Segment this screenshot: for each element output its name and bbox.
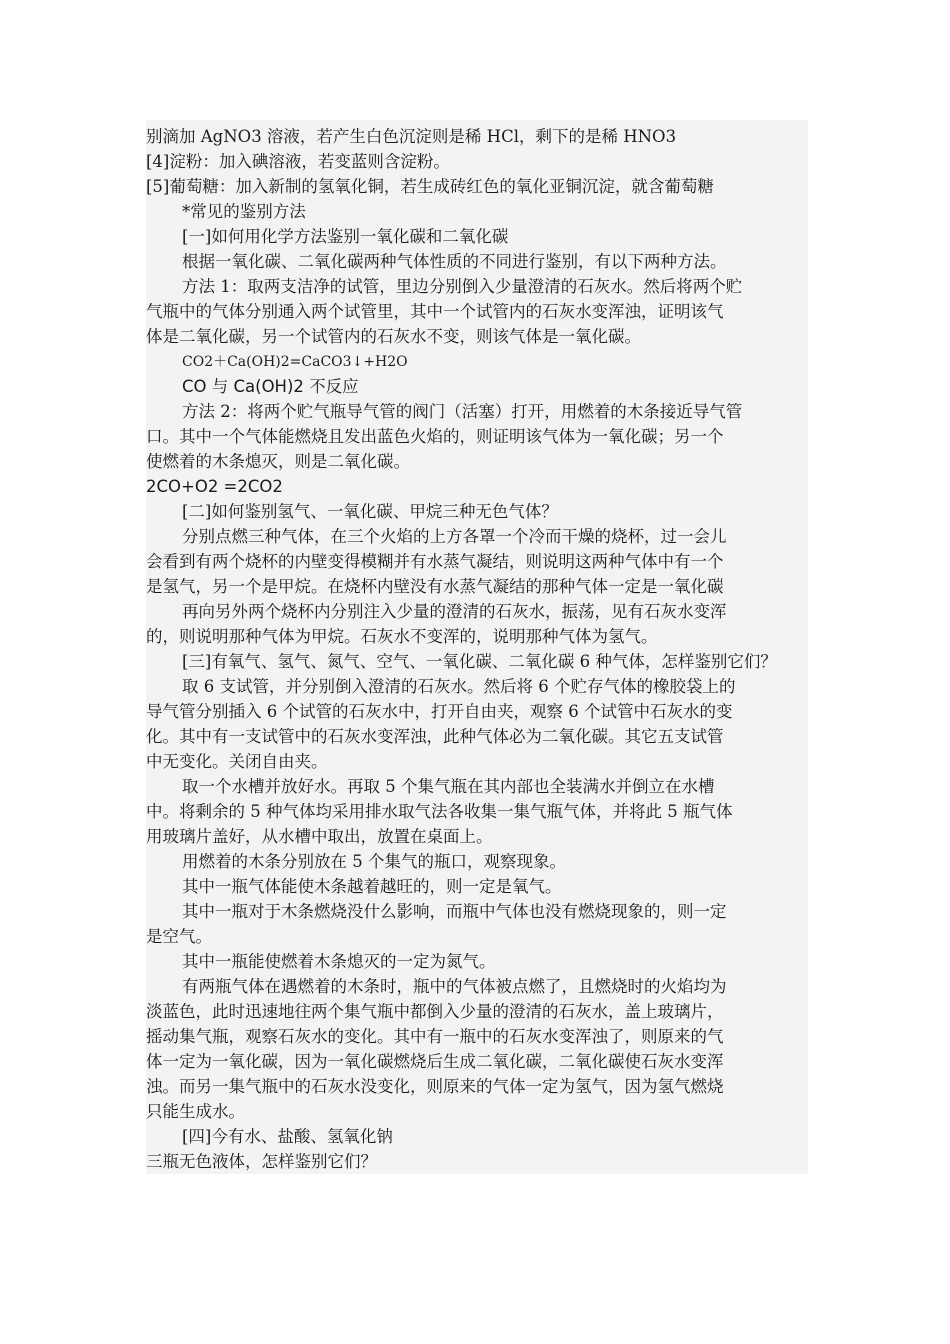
equation-line: CO2＋Ca(OH)2=CaCO3↓+H2O <box>182 354 408 370</box>
text-line: 方法 1：取两支洁净的试管，里边分别倒入少量澄清的石灰水。然后将两个贮 <box>182 277 743 296</box>
text-line: 中。将剩余的 5 种气体均采用排水取气法各收集一集气瓶气体，并将此 5 瓶气体 <box>146 802 733 821</box>
text-line: 用燃着的木条分别放在 5 个集气的瓶口，观察现象。 <box>182 852 566 871</box>
text-line: 有两瓶气体在遇燃着的木条时，瓶中的气体被点燃了，且燃烧时的火焰均为 <box>182 977 727 996</box>
text-line: 用玻璃片盖好，从水槽中取出，放置在桌面上。 <box>146 827 493 846</box>
text-line: 其中一瓶对于木条燃烧没什么影响，而瓶中气体也没有燃烧现象的，则一定 <box>182 902 727 921</box>
text-line: 其中一瓶气体能使木条越着越旺的，则一定是氧气。 <box>182 877 562 896</box>
text-line: [5]葡萄糖：加入新制的氢氧化铜，若生成砖红色的氧化亚铜沉淀，就含葡萄糖 <box>146 177 714 196</box>
question-heading: [二]如何鉴别氢气、一氧化碳、甲烷三种无色气体？ <box>182 502 558 521</box>
equation-line: 2CO+O2 =2CO2 <box>146 477 283 496</box>
text-line: 导气管分别插入 6 个试管的石灰水中，打开自由夹，观察 6 个试管中石灰水的变 <box>146 702 733 721</box>
text-line: 化。其中有一支试管中的石灰水变浑浊，此种气体必为二氧化碳。其它五支试管 <box>146 727 724 746</box>
question-heading: [三]有氧气、氢气、氮气、空气、一氧化碳、二氧化碳 6 种气体，怎样鉴别它们？ <box>182 652 777 671</box>
text-line: 的，则说明那种气体为甲烷。石灰水不变浑的，说明那种气体为氢气。 <box>146 627 658 646</box>
equation-line: CO 与 Ca(OH)2 不反应 <box>182 377 359 396</box>
text-line: 摇动集气瓶，观察石灰水的变化。其中有一瓶中的石灰水变浑浊了，则原来的气 <box>146 1027 724 1046</box>
text-line: 气瓶中的气体分别通入两个试管里，其中一个试管内的石灰水变浑浊，证明该气 <box>146 302 724 321</box>
text-line: 分别点燃三种气体，在三个火焰的上方各罩一个冷而干燥的烧杯，过一会儿 <box>182 527 727 546</box>
text-line: [4]淀粉：加入碘溶液，若变蓝则含淀粉。 <box>146 152 450 171</box>
text-line: 取 6 支试管，并分别倒入澄清的石灰水。然后将 6 个贮存气体的橡胶袋上的 <box>182 677 736 696</box>
question-heading: [四]今有水、盐酸、氢氧化钠 <box>182 1127 393 1146</box>
text-line: 其中一瓶能使燃着木条熄灭的一定为氮气。 <box>182 952 496 971</box>
text-line: 淡蓝色，此时迅速地往两个集气瓶中都倒入少量的澄清的石灰水，盖上玻璃片， <box>146 1002 724 1021</box>
text-line: 使燃着的木条熄灭，则是二氧化碳。 <box>146 452 410 471</box>
text-line: 再向另外两个烧杯内分别注入少量的澄清的石灰水，振荡，见有石灰水变浑 <box>182 602 727 621</box>
section-heading: *常见的鉴别方法 <box>182 202 306 221</box>
question-heading: [一]如何用化学方法鉴别一氧化碳和二氧化碳 <box>182 227 509 246</box>
text-line: 体一定为一氧化碳，因为一氧化碳燃烧后生成二氧化碳，二氧化碳使石灰水变浑 <box>146 1052 724 1071</box>
text-line: 中无变化。关闭自由夹。 <box>146 752 328 771</box>
text-line: 别滴加 AgNO3 溶液，若产生白色沉淀则是稀 HCl，剩下的是稀 HNO3 <box>146 127 677 146</box>
text-line: 是空气。 <box>146 927 212 946</box>
text-line: 浊。而另一集气瓶中的石灰水没变化，则原来的气体一定为氢气，因为氢气燃烧 <box>146 1077 724 1096</box>
text-line: 会看到有两个烧杯的内壁变得模糊并有水蒸气凝结，则说明这两种气体中有一个 <box>146 552 724 571</box>
text-line: 口。其中一个气体能燃烧且发出蓝色火焰的，则证明该气体为一氧化碳；另一个 <box>146 427 724 446</box>
text-line: 根据一氧化碳、二氧化碳两种气体性质的不同进行鉴别，有以下两种方法。 <box>182 252 727 271</box>
text-line: 只能生成水。 <box>146 1102 245 1121</box>
text-line: 方法 2：将两个贮气瓶导气管的阀门（活塞）打开，用燃着的木条接近导气管 <box>182 402 743 421</box>
text-line: 是氢气，另一个是甲烷。在烧杯内壁没有水蒸气凝结的那种气体一定是一氧化碳 <box>146 577 724 596</box>
text-line: 取一个水槽并放好水。再取 5 个集气瓶在其内部也全装满水并倒立在水槽 <box>182 777 715 796</box>
text-line: 三瓶无色液体，怎样鉴别它们？ <box>146 1152 377 1171</box>
text-line: 体是二氧化碳，另一个试管内的石灰水不变，则该气体是一氧化碳。 <box>146 327 641 346</box>
